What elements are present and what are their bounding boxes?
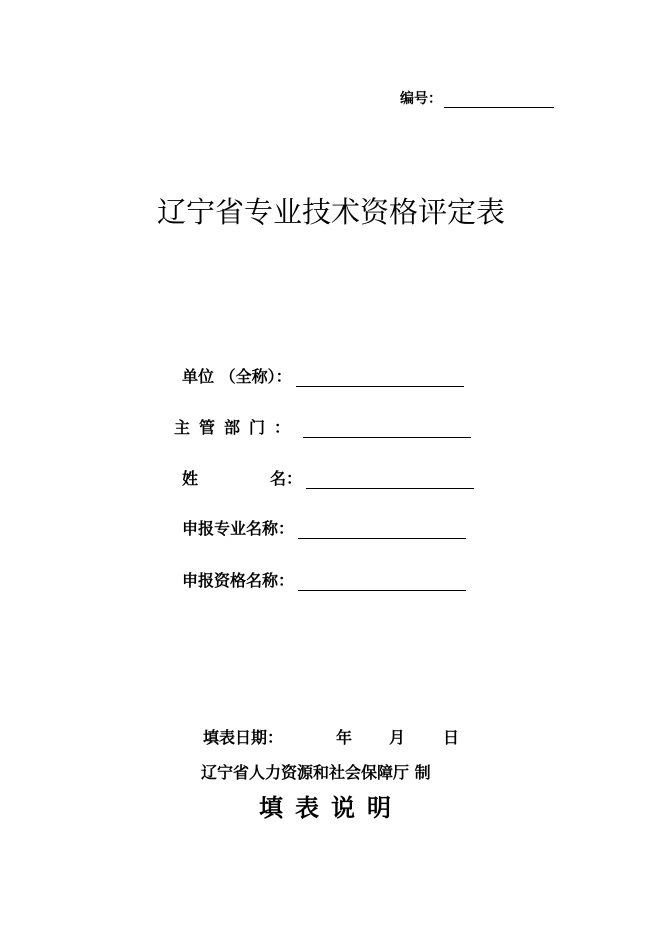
document-title: 辽宁省专业技术资格评定表	[156, 195, 505, 229]
qualification-blank[interactable]	[298, 572, 466, 591]
serial-number-blank[interactable]	[444, 91, 554, 108]
major-label: 申报专业名称：	[182, 519, 295, 538]
department-field	[174, 415, 471, 438]
name-label-first: 姓	[182, 469, 199, 488]
department-label: 主管部门：	[174, 418, 300, 437]
department-blank[interactable]	[303, 419, 471, 438]
name-label	[182, 466, 302, 489]
qualification-label: 申报资格名称：	[182, 571, 295, 590]
name-label-second: 名：	[270, 469, 303, 488]
unit-blank[interactable]	[296, 368, 464, 387]
instructions-heading: 填表说明	[259, 793, 403, 822]
major-blank[interactable]	[298, 520, 466, 539]
date-day: 日	[443, 728, 460, 747]
serial-number-field	[400, 88, 554, 108]
issuer-line: 辽宁省人力资源和社会保障厅 制	[201, 763, 431, 782]
unit-field	[182, 364, 464, 387]
fill-date-label: 填表日期：	[203, 728, 284, 747]
fill-date-row	[203, 725, 460, 748]
unit-label: 单位 （全称）：	[182, 367, 292, 386]
date-year: 年	[336, 728, 353, 747]
serial-number-label: 编号：	[400, 91, 442, 107]
qualification-field	[182, 568, 466, 591]
major-field	[182, 516, 466, 539]
date-month: 月	[389, 728, 406, 747]
name-blank[interactable]	[306, 470, 474, 489]
name-field	[182, 466, 474, 489]
